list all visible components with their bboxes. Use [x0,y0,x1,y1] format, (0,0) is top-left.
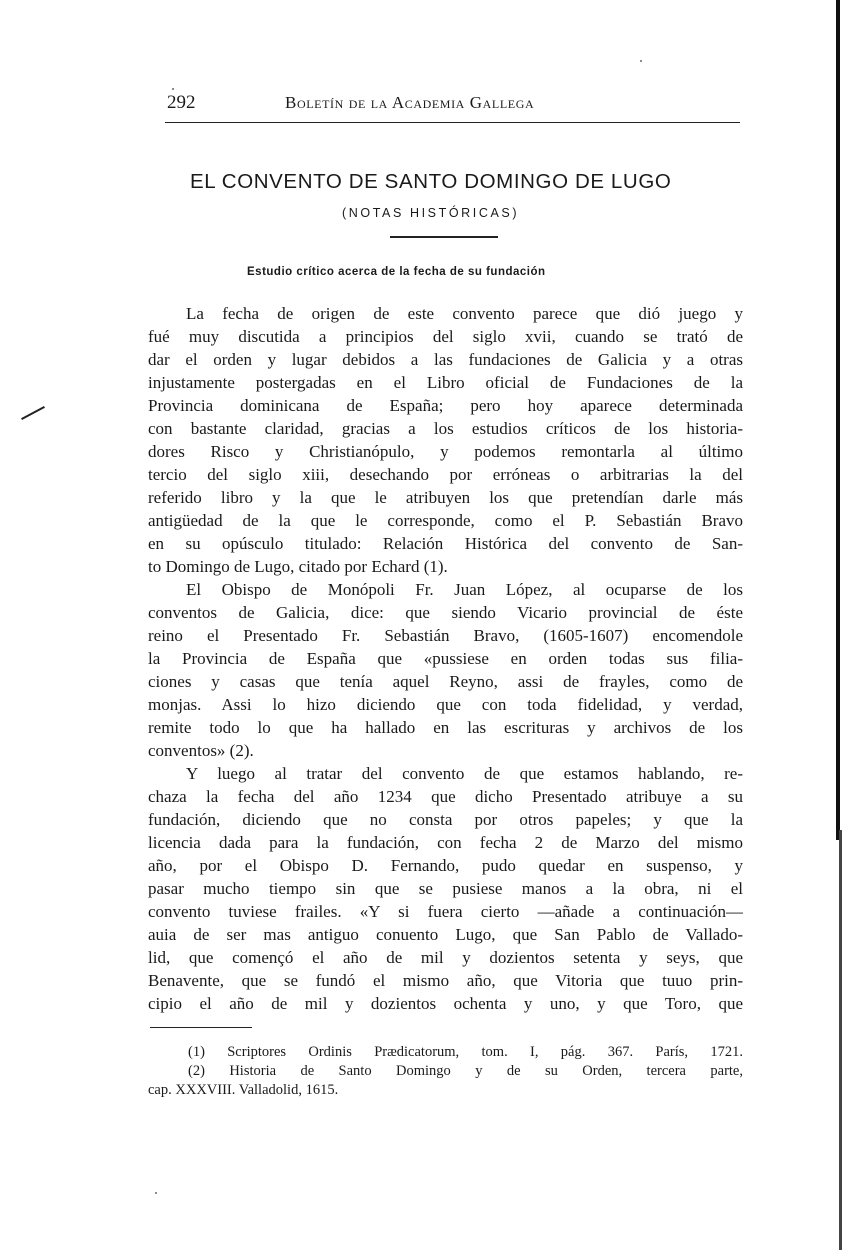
title-divider [390,236,498,238]
body-line: La fecha de origen de este convento parece que dió juego y [186,304,743,323]
body-line: la Provincia de España que «pussiese en orden todas sus filia- [148,649,743,668]
footnotes [148,1043,743,1100]
body-line: dar el orden y lugar debidos a las fundaciones de Galicia y a otras [148,350,743,369]
body-line: año, por el Obispo D. Fernando, pudo quedar en suspenso, y [148,856,743,875]
margin-pencil-mark [21,406,45,420]
body-line: licencia dada para la fundación, con fecha 2 de Marzo del mismo [148,833,743,852]
speck [155,1192,157,1194]
body-line: conventos de Galicia, dice: que siendo Vicario provincial de éste [148,603,743,622]
footnote-line: cap. XXXVIII. Valladolid, 1615. [148,1082,339,1098]
speck [172,88,174,90]
body-line: injustamente postergadas en el Libro oficial de Fundaciones de la [148,373,743,392]
body-line: con bastante claridad, gracias a los estudios críticos de los historia- [148,419,743,438]
body-line: referido libro y la que le atribuyen los que pretendían darle más [148,488,743,507]
running-head: Boletín de la Academia Gallega [285,93,535,112]
article-subtitle: (NOTAS HISTÓRICAS) [342,206,520,220]
page-edge-shadow [836,0,840,840]
body-text [148,302,743,1015]
page-header [165,92,740,123]
page-number: 292 [167,92,196,113]
footnote-line: (1) Scriptores Ordinis Prædicatorum, tom. I, pág. 367. París, 1721. [188,1044,743,1060]
body-line: Y luego al tratar del convento de que estamos hablando, re- [186,764,743,783]
body-line: monjas. Assi lo hizo diciendo que con toda fidelidad, y verdad, [148,695,743,714]
article-title: EL CONVENTO DE SANTO DOMINGO DE LUGO [190,170,672,193]
body-line: conventos» (2). [148,741,254,760]
body-line: pasar mucho tiempo sin que se pusiese manos a la obra, ni el [148,879,743,898]
footnote-line: (2) Historia de Santo Domingo y de su Orden, tercera parte, [188,1063,743,1079]
body-line: fué muy discutida a principios del siglo xvii, cuando se trató de [148,327,743,346]
body-line: chaza la fecha del año 1234 que dicho Presentado atribuye a su [148,787,743,806]
speck [640,60,642,62]
body-line: tercio del siglo xiii, desechando por erróneas o arbitrarias la del [148,465,743,484]
body-line: reino el Presentado Fr. Sebastián Bravo, (1605-1607) encomendole [148,626,743,645]
body-line: dores Risco y Christianópulo, y podemos remontarla al último [148,442,743,461]
body-line: Benavente, que se fundó el mismo año, que Vitoria que tuuo prin- [148,971,743,990]
body-line: Provincia dominicana de España; pero hoy aparece determinada [148,396,743,415]
body-line: remite todo lo que ha hallado en las escrituras y archivos de los [148,718,743,737]
body-line: fundación, diciendo que no consta por otros papeles; y que la [148,810,743,829]
body-line: ciones y casas que tenía aquel Reyno, assi de frayles, como de [148,672,743,691]
section-heading: Estudio crítico acerca de la fecha de su fundación [247,266,546,278]
body-line: auia de ser mas antiguo conuento Lugo, que San Pablo de Vallado- [148,925,743,944]
body-line: El Obispo de Monópoli Fr. Juan López, al ocuparse de los [186,580,743,599]
page-edge-shadow-lower [839,830,842,1250]
body-line: antigüedad de la que le corresponde, como el P. Sebastián Bravo [148,511,743,530]
body-line: to Domingo de Lugo, citado por Echard (1). [148,557,448,576]
body-line: cipio el año de mil y dozientos ochenta y uno, y que Toro, que [148,994,743,1013]
footnote-divider [150,1027,252,1028]
body-line: lid, que començó el año de mil y dozientos setenta y seys, que [148,948,743,967]
body-line: convento tuviese frailes. «Y si fuera cierto —añade a continuación— [148,902,743,921]
body-line: en su opúsculo titulado: Relación Histórica del convento de San- [148,534,743,553]
